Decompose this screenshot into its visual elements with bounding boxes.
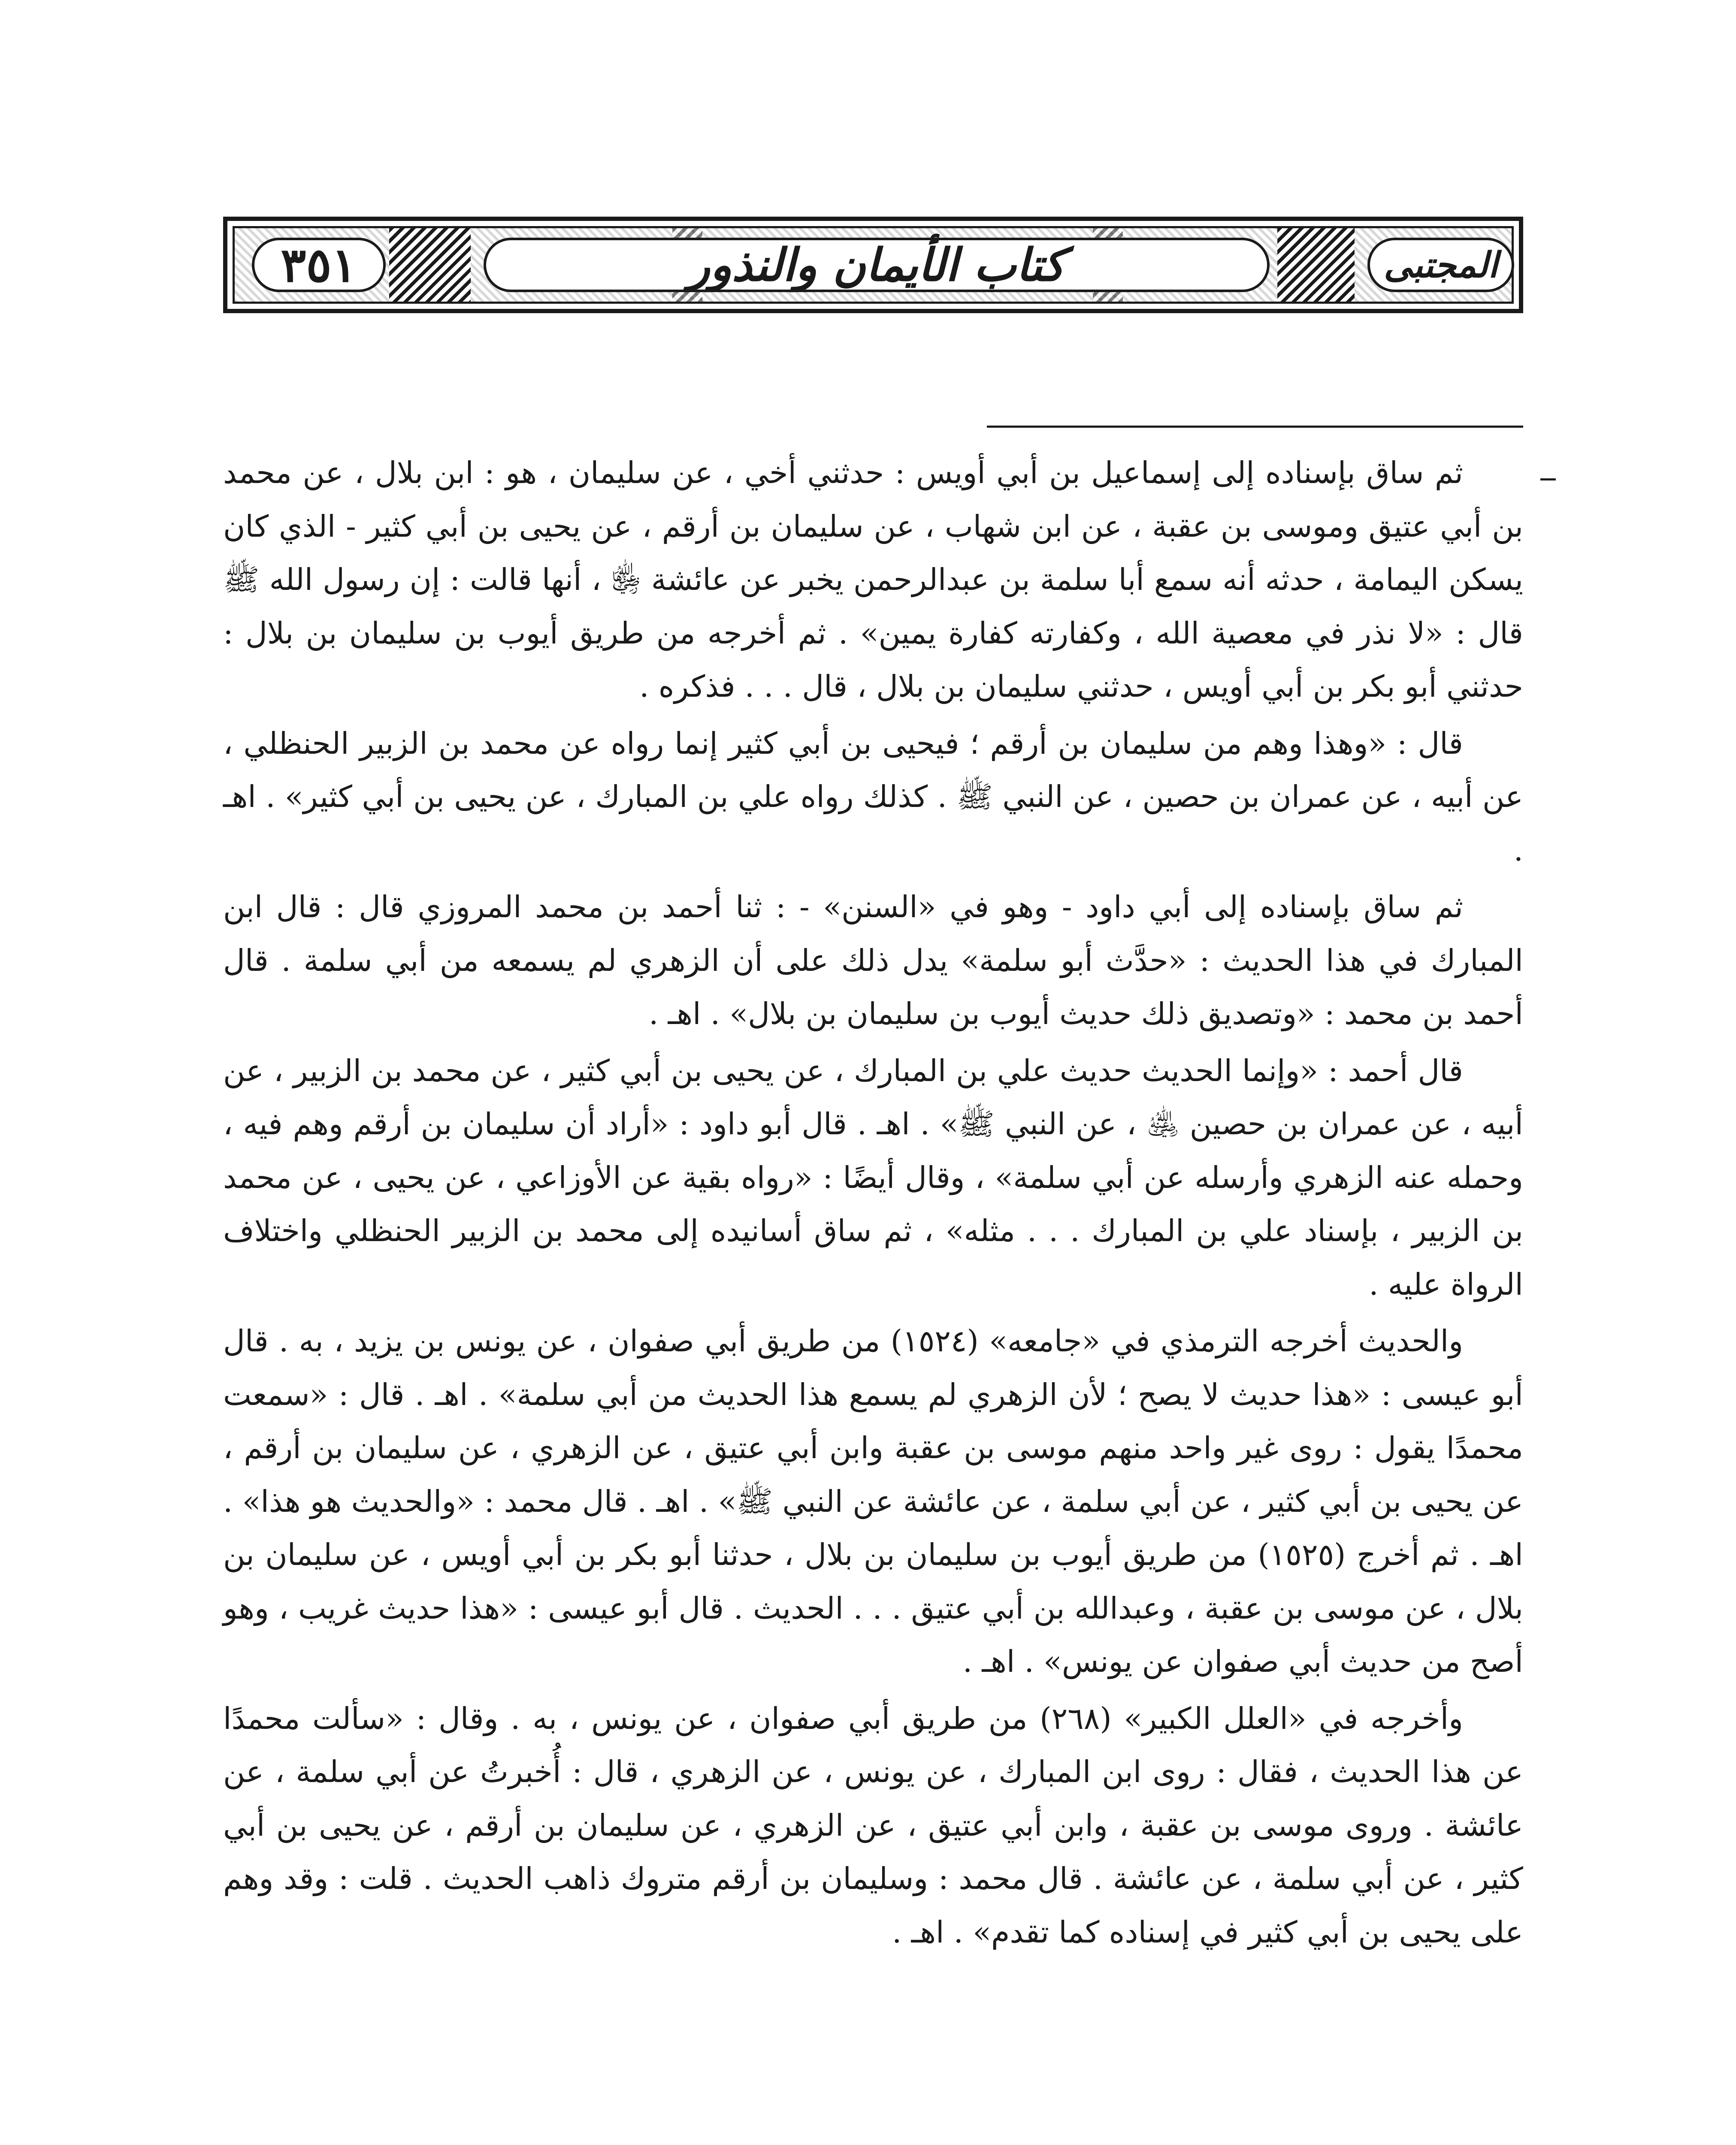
running-header xyxy=(223,217,1523,313)
book-logo: المجتبى xyxy=(1384,244,1498,286)
paragraph: ثم ساق بإسناده إلى أبي داود - وهو في «السنن» - : ثنا أحمد بن محمد المروزي قال : قال ابن المبارك في هذا الحديث : «حدَّث أبو سلمة» يدل ذلك على أن الزهري لم يسمعه من أبي سلمة . قال أحمد بن محمد : «وتصديق ذلك حديث أيوب بن سليمان بن بلال» . اهـ . xyxy=(223,889,1523,1031)
header-ornament-band xyxy=(233,226,1514,304)
header-ornament-block xyxy=(389,228,471,302)
footnote-separator xyxy=(987,426,1523,428)
book-title-cartouche xyxy=(484,238,1270,292)
book-logo-cartouche xyxy=(1367,238,1514,292)
paragraph: قال : «وهذا وهم من سليمان بن أرقم ؛ فيحيى بن أبي كثير إنما رواه عن محمد بن الزبير الحنظلي ، عن أبيه ، عن عمران بن حصين ، عن النبي ﷺ . كذلك رواه علي بن المبارك ، عن يحيى بن أبي كثير» . اهـ . xyxy=(223,725,1523,868)
page-number: ٣٥١ xyxy=(281,237,357,293)
book-title: كتاب الأيمان والنذور xyxy=(688,238,1065,291)
header-ornament-block xyxy=(1277,228,1355,302)
paragraph: قال أحمد : «وإنما الحديث حديث علي بن المبارك ، عن يحيى بن أبي كثير ، عن محمد بن الزبير ، عن أبيه ، عن عمران بن حصين ﵁ ، عن النبي ﷺ» . اهـ . قال أبو داود : «أراد أن سليمان بن أرقم وهم فيه ، وحمله عنه الزهري وأرسله عن أبي سلمة» ، وقال أيضًا : «رواه بقية عن الأوزاعي ، عن يحيى ، عن محمد بن الزبير ، بإسناد علي بن المبارك . . . مثله» ، ثم ساق أسانيده إلى محمد بن الزبير الحنظلي واختلاف الرواة عليه . xyxy=(223,1053,1523,1302)
page-body xyxy=(223,446,1523,1962)
page-number-cartouche xyxy=(252,238,386,292)
paragraph: والحديث أخرجه الترمذي في «جامعه» (١٥٢٤) من طريق أبي صفوان ، عن يونس بن يزيد ، به . قال أبو عيسى : «هذا حديث لا يصح ؛ لأن الزهري لم يسمع هذا الحديث من أبي سلمة» . اهـ . قال : «سمعت محمدًا يقول : روى غير واحد منهم موسى بن عقبة وابن أبي عتيق ، عن الزهري ، عن سليمان بن أرقم ، عن يحيى بن أبي كثير ، عن أبي سلمة ، عن عائشة عن النبي ﷺ» . اهـ . قال محمد : «والحديث هو هذا» . اهـ . ثم أخرج (١٥٢٥) من طريق أيوب بن سليمان بن بلال ، حدثنا أبو بكر بن أبي أويس ، عن سليمان بن بلال ، عن موسى بن عقبة ، وعبدالله بن أبي عتيق . . . الحديث . قال أبو عيسى : «هذا حديث غريب ، وهو أصح من حديث أبي صفوان عن يونس» . اهـ . xyxy=(223,1323,1523,1679)
paragraph: وأخرجه في «العلل الكبير» (٢٦٨) من طريق أبي صفوان ، عن يونس ، به . وقال : «سألت محمدًا عن هذا الحديث ، فقال : روى ابن المبارك ، عن يونس ، عن الزهري ، قال : أُخبرتُ عن أبي سلمة ، عن عائشة . وروى موسى بن عقبة ، وابن أبي عتيق ، عن الزهري ، عن سليمان بن أرقم ، عن يحيى بن أبي كثير ، عن أبي سلمة ، عن عائشة . قال محمد : وسليمان بن أرقم متروك ذاهب الحديث . قلت : وقد وهم على يحيى بن أبي كثير في إسناده كما تقدم» . اهـ . xyxy=(223,1701,1523,1950)
paragraph: ثم ساق بإسناده إلى إسماعيل بن أبي أويس : حدثني أخي ، عن سليمان ، هو : ابن بلال ، عن محمد بن أبي عتيق وموسى بن عقبة ، عن ابن شهاب ، عن سليمان بن أرقم ، عن يحيى بن أبي كثير - الذي كان يسكن اليمامة ، حدثه أنه سمع أبا سلمة بن عبدالرحمن يخبر عن عائشة ﵂ ، أنها قالت : إن رسول الله ﷺ قال : «لا نذر في معصية الله ، وكفارته كفارة يمين» . ثم أخرجه من طريق أيوب بن سليمان بن بلال : حدثني أبو بكر بن أبي أويس ، حدثني سليمان بن بلال ، قال . . . فذكره . xyxy=(223,455,1523,704)
margin-mark xyxy=(1540,478,1556,480)
